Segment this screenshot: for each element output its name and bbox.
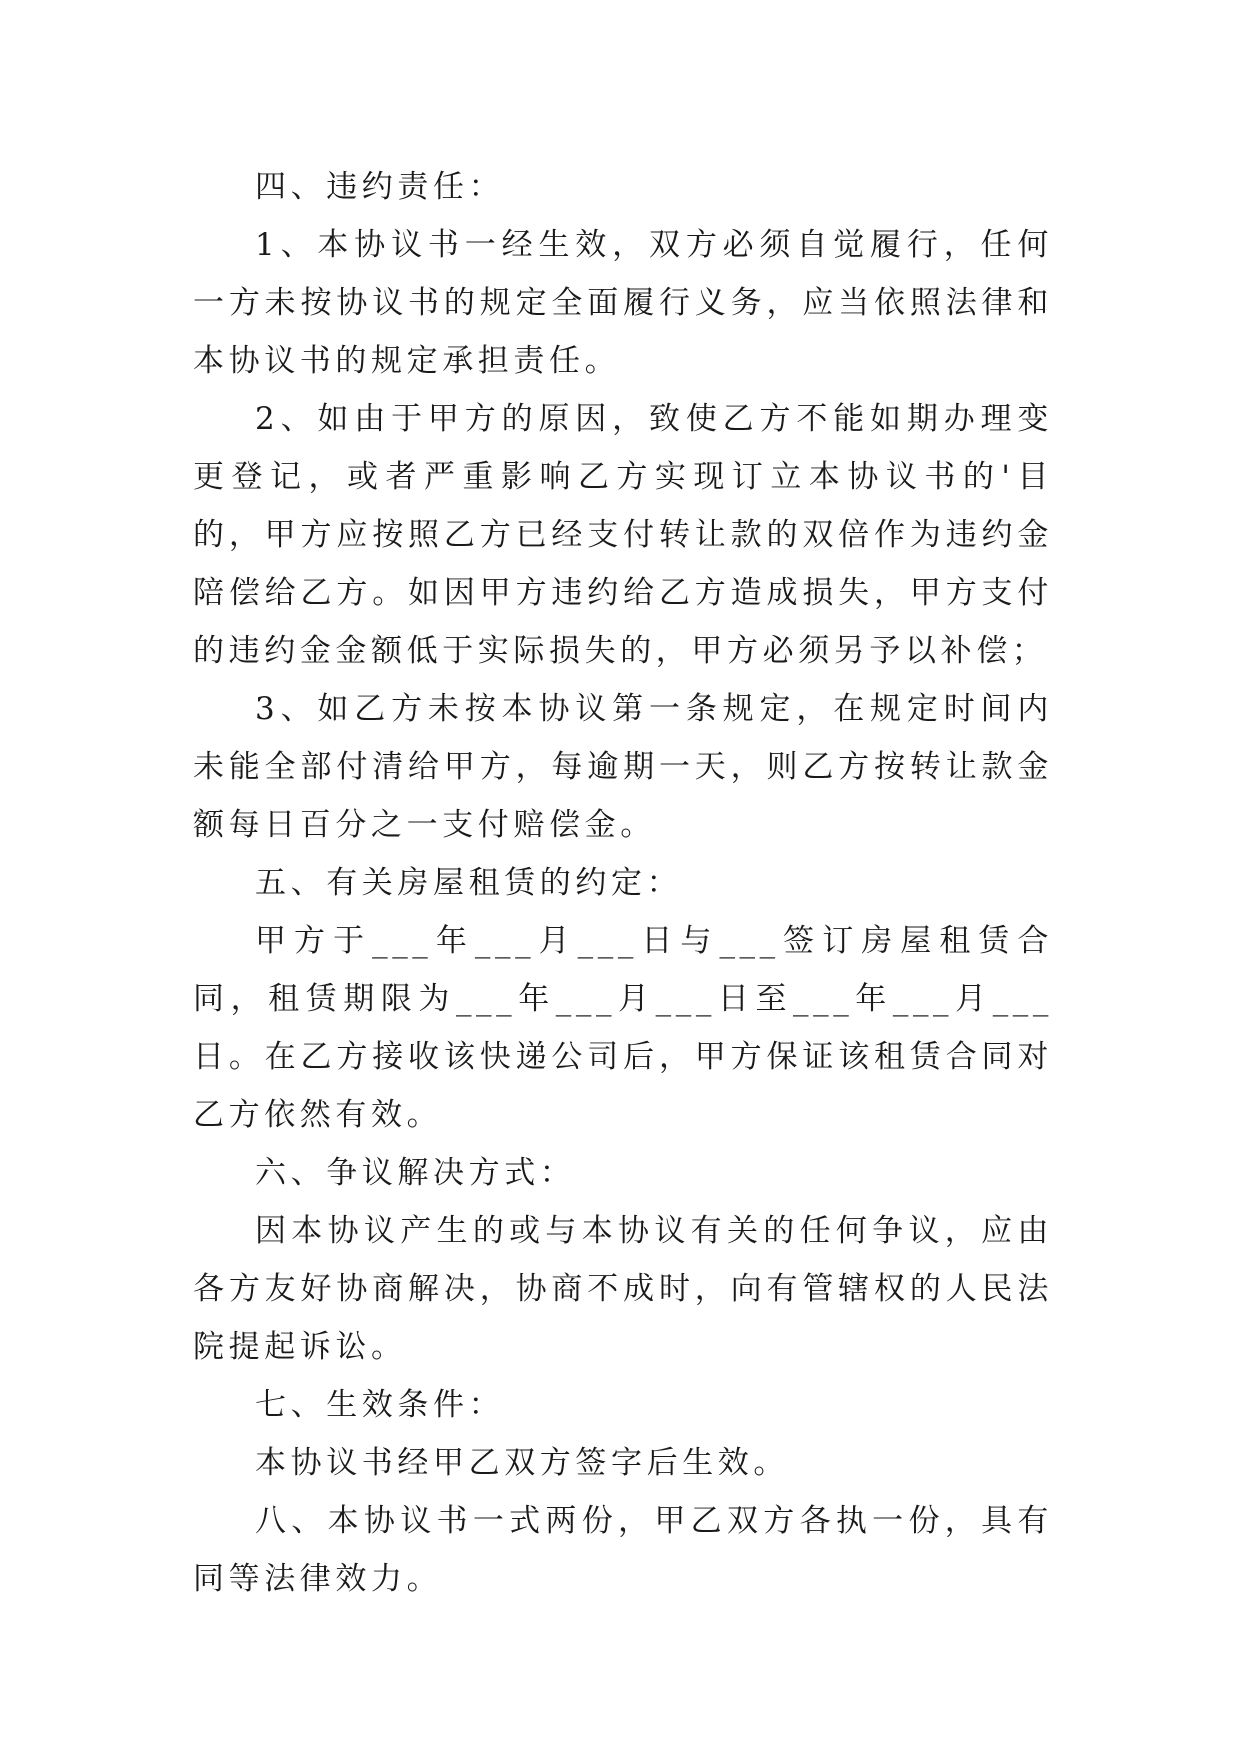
document-body <box>193 158 1053 1608</box>
section-heading-lease: 五、有关房屋租赁的约定： <box>255 865 683 901</box>
section-heading-breach-liability: 四、违约责任： <box>255 169 505 205</box>
effective-paragraph: 本协议书经甲乙双方签字后生效。 <box>255 1445 789 1481</box>
dispute-paragraph: 因本协议产生的或与本协议有关的任何争议，应由各方友好协商解决，协商不成时，向有管辖权的人民法院提起诉讼。 <box>193 1213 1053 1365</box>
section-heading-dispute: 六、争议解决方式： <box>255 1155 576 1191</box>
clause-2: 2、如由于甲方的原因，致使乙方不能如期办理变更登记，或者严重影响乙方实现订立本协议书的'目的，甲方应按照乙方已经支付转让款的双倍作为违约金陪偿给乙方。如因甲方违约给乙方造成损失，甲方支付的违约金金额低于实际损失的，甲方必须另予以补偿； <box>193 401 1053 669</box>
clause-1: 1、本协议书一经生效，双方必须自觉履行，任何一方未按协议书的规定全面履行义务，应当依照法律和本协议书的规定承担责任。 <box>193 227 1053 379</box>
lease-paragraph: 甲方于___年___月___日与___签订房屋租赁合同，租赁期限为___年___月___日至___年___月___日。在乙方接收该快递公司后，甲方保证该租赁合同对乙方依然有效。 <box>193 923 1053 1133</box>
clause-3: 3、如乙方未按本协议第一条规定，在规定时间内未能全部付清给甲方，每逾期一天，则乙方按转让款金额每日百分之一支付赔偿金。 <box>193 691 1053 843</box>
section-heading-effective: 七、生效条件： <box>255 1387 505 1423</box>
section-copies: 八、本协议书一式两份，甲乙双方各执一份，具有同等法律效力。 <box>193 1503 1053 1597</box>
